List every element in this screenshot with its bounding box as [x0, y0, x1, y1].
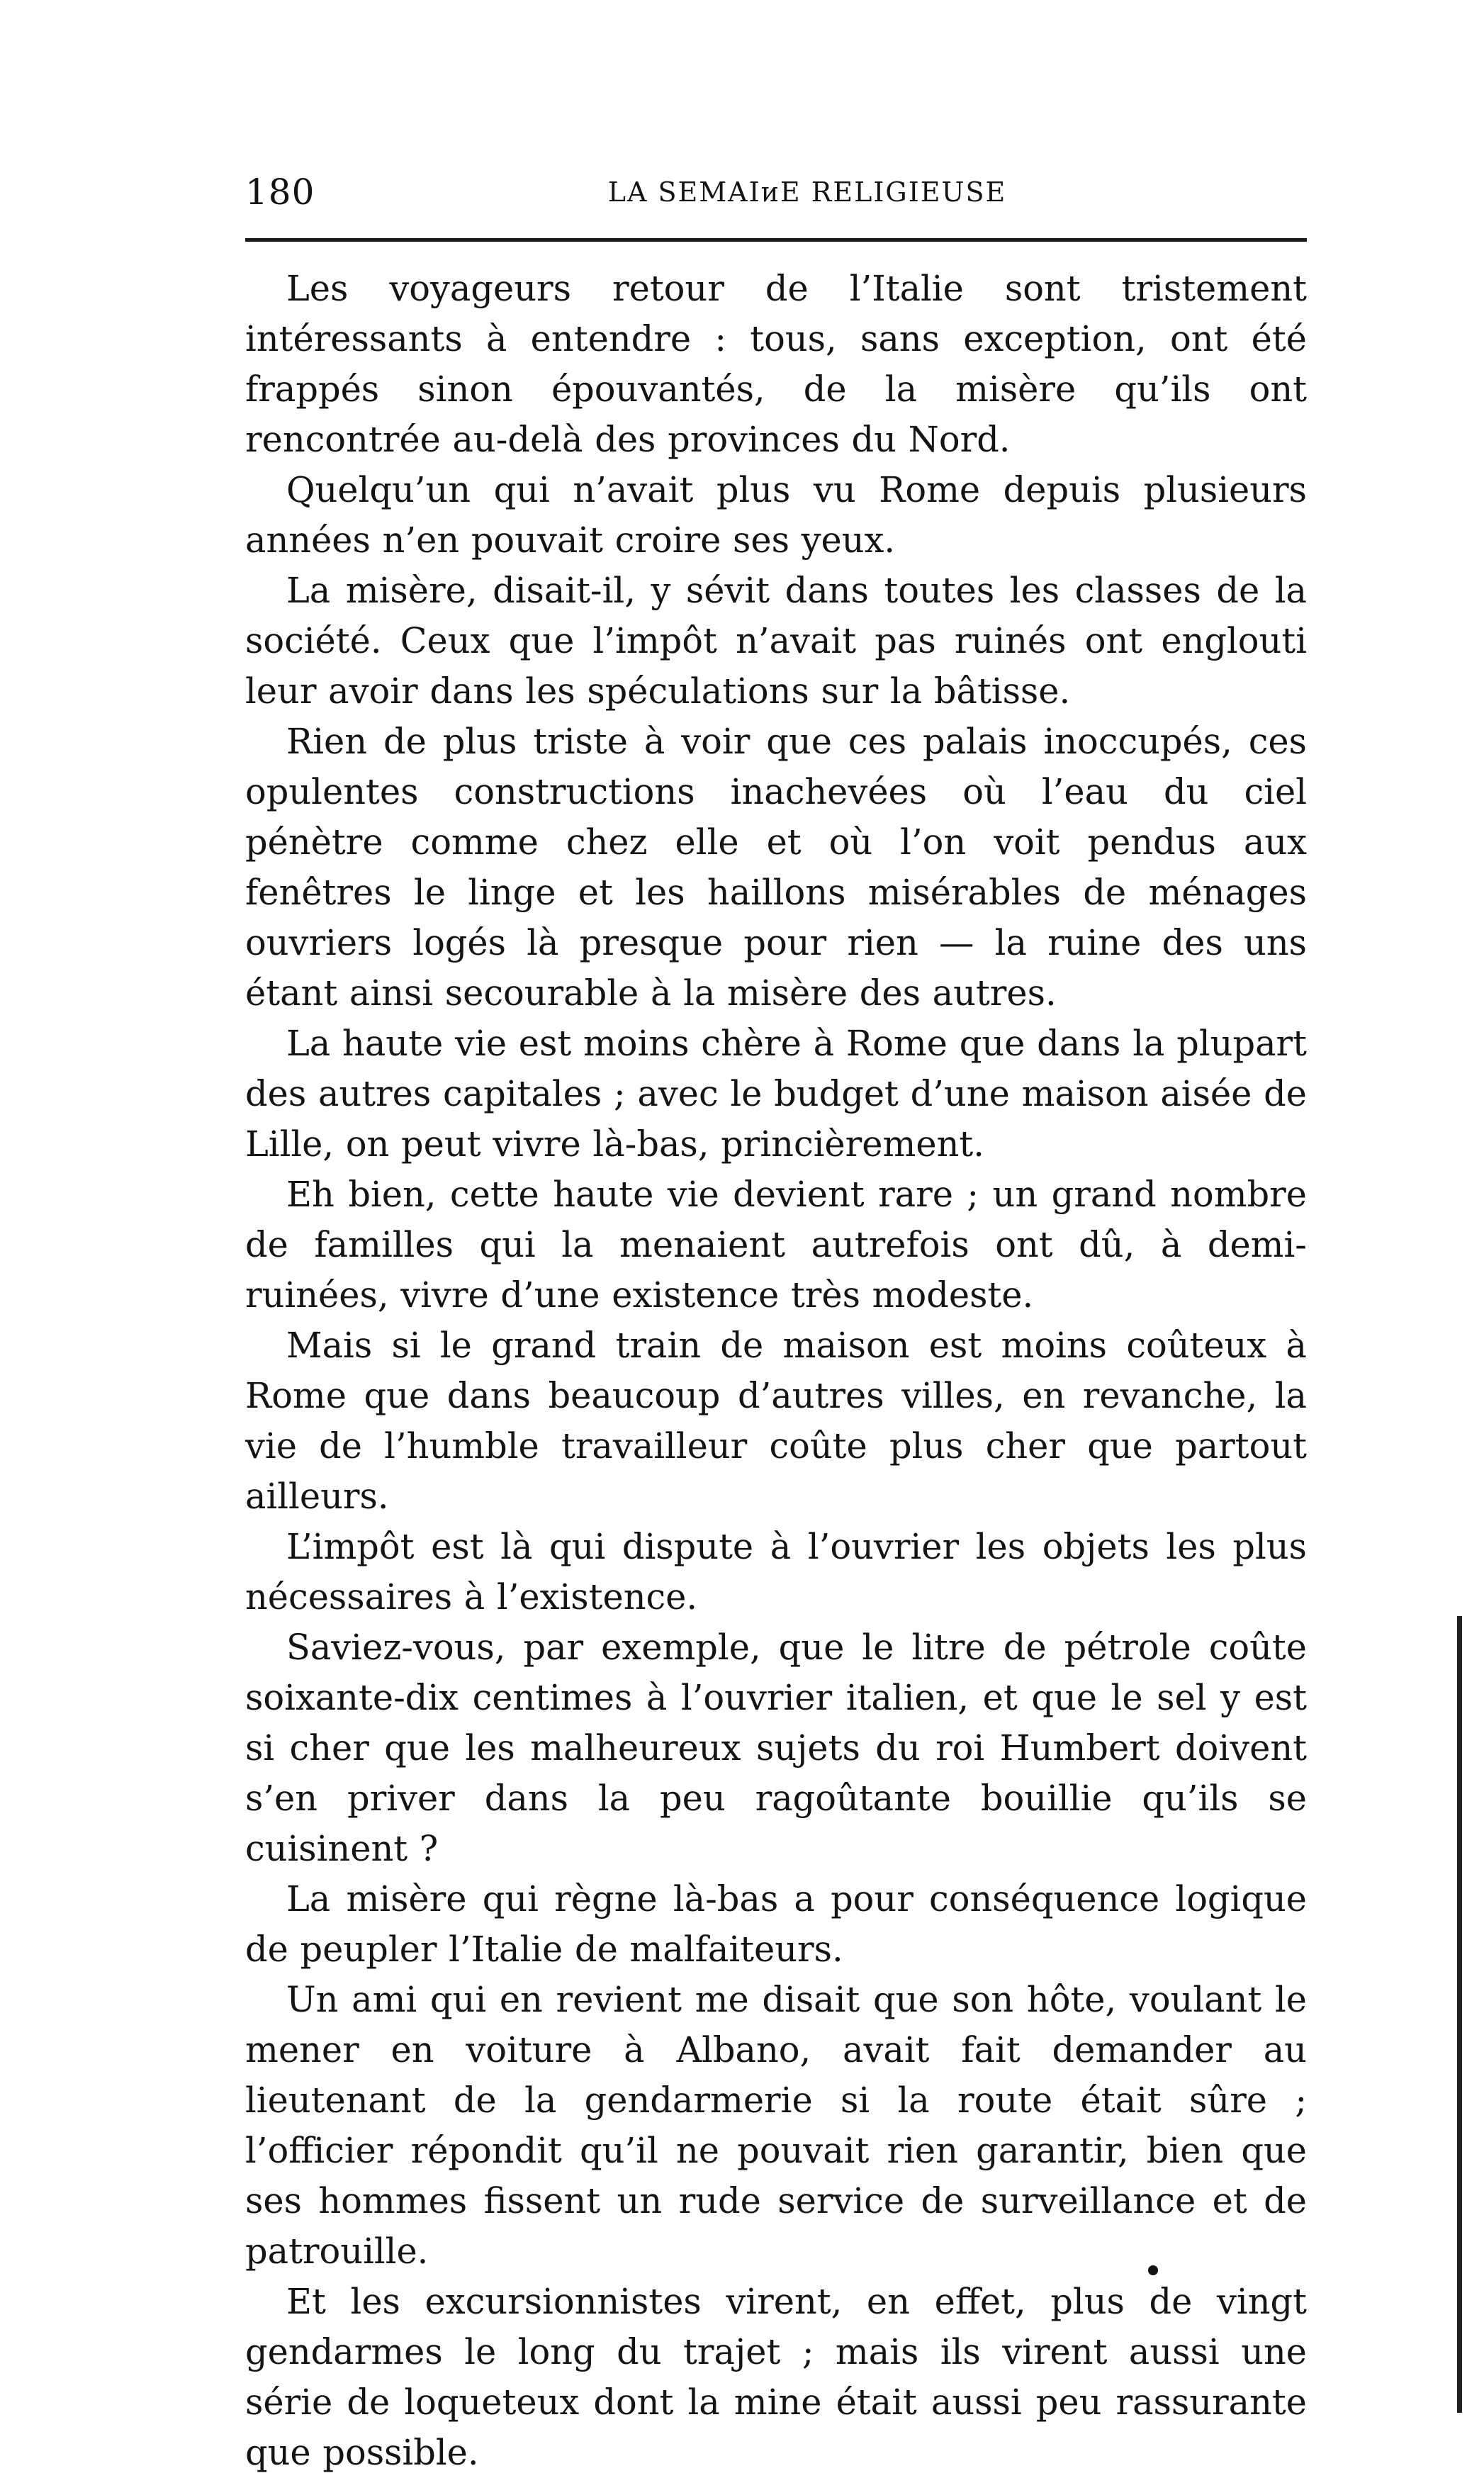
paragraph: Et les excursionnistes virent, en effet, plus de vingt gendarmes le long du trajet ; mais ils virent aussi une série de loqueteux dont la mine était aussi peu rassurante que possible. [245, 2281, 1307, 2473]
paragraph: La misère, disait-il, y sévit dans toutes les classes de la société. Ceux que l’impôt n’avait pas ruinés ont englouti leur avoir dans les spéculations sur la bâtisse. [245, 570, 1307, 712]
paragraph: La haute vie est moins chère à Rome que dans la plupart des autres capitales ; avec le budget d’une maison aisée de Lille, on peut vivre là-bas, princièrement. [245, 1023, 1307, 1165]
paragraph: Quelqu’un qui n’avait plus vu Rome depuis plusieurs années n’en pouvait croire ses yeux. [245, 469, 1307, 561]
page-header [245, 167, 1305, 217]
ink-speck [1148, 2265, 1158, 2275]
paragraph: La misère qui règne là-bas a pour conséquence logique de peupler l’Italie de malfaiteurs. [245, 1878, 1307, 1970]
paragraph: Rien de plus triste à voir que ces palais inoccupés, ces opulentes constructions inachevées où l’eau du ciel pénètre comme chez elle et où l’on voit pendus aux fenêtres le linge et les haillons misérables de ménages ouvriers logés là presque pour rien — la ruine des uns étant ainsi secourable à la misère des autres. [245, 721, 1307, 1014]
running-title: LA SEMAIᴎE RELIGIEUSE [607, 176, 1007, 208]
page-edge-shadow [1457, 1616, 1462, 2413]
paragraph: Mais si le grand train de maison est moins coûteux à Rome que dans beaucoup d’autres villes, en revanche, la vie de l’humble travailleur coûte plus cher que partout ailleurs. [245, 1325, 1307, 1517]
paragraph: Les voyageurs retour de l’Italie sont tristement intéressants à entendre : tous, sans exception, ont été frappés sinon épouvantés, de la misère qu’ils ont rencontrée au-delà des provinces du Nord. [245, 268, 1307, 460]
page-number: 180 [245, 172, 315, 213]
paragraph: Un ami qui en revient me disait que son hôte, voulant le mener en voiture à Albano, avait fait demander au lieutenant de la gendarmerie si la route était sûre ; l’officier répondit qu’il ne pouvait rien garantir, bien que ses hommes fissent un rude service de surveillance et de patrouille. [245, 1979, 1307, 2272]
paragraph: L’impôt est là qui dispute à l’ouvrier les objets les plus nécessaires à l’existence. [245, 1526, 1307, 1618]
paragraph: Eh bien, cette haute vie devient rare ; un grand nombre de familles qui la menaient autrefois ont dû, à demi-ruinées, vivre d’une existence très modeste. [245, 1174, 1307, 1316]
paragraph: Saviez-vous, par exemple, que le litre de pétrole coûte soixante-dix centimes à l’ouvrier italien, et que le sel y est si cher que les malheureux sujets du roi Humbert doivent s’en priver dans la peu ragoûtante bouillie qu’ils se cuisinent ? [245, 1627, 1307, 1869]
article-body [245, 264, 1307, 2478]
header-rule [245, 238, 1307, 242]
